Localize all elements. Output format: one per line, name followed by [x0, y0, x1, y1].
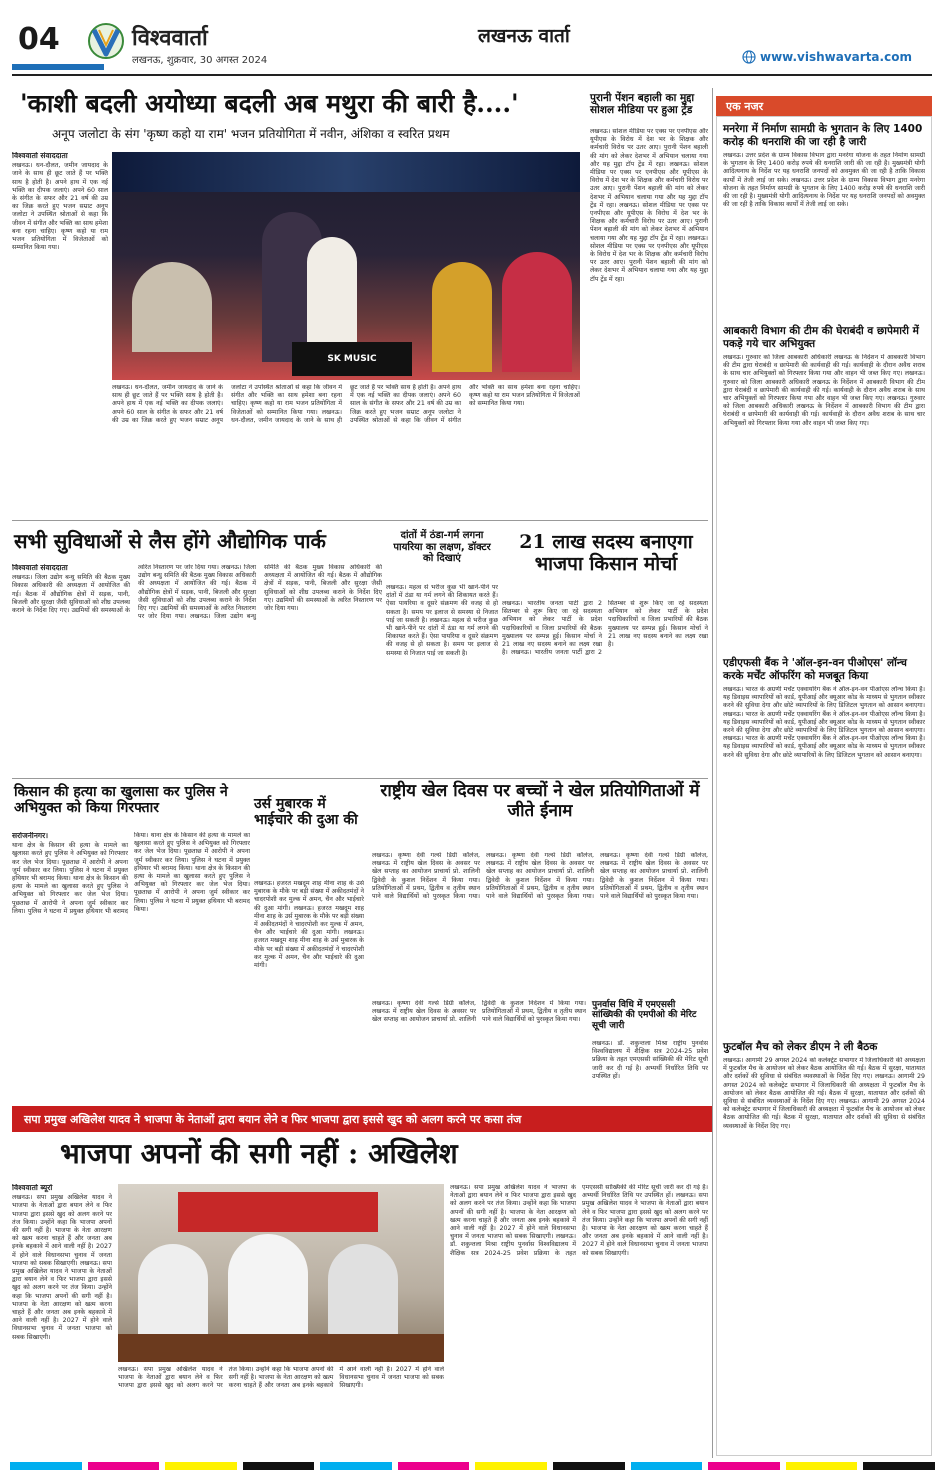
header-rule: [12, 74, 932, 76]
kisan-morcha-headline: 21 लाख सदस्य बनाएगा भाजपा किसान मोर्चा: [519, 531, 693, 575]
column-divider: [712, 88, 713, 1458]
akhilesh-body-right: लखनऊ। सपा प्रमुख अखिलेश यादव ने भाजपा के नेताओं द्वारा बयान लेने व फिर भाजपा द्वारा इससे खुद को अलग करने पर तंज किया। उन्होंने कहा कि भाजपा अपनों की सगी नहीं है। भाजपा के नेता आरक्षण को खत्म करना चाहते हैं और जनता अब इनके बहकावे में आने वाली नहीं है। 2027 में होने वाले विधानसभा चुनाव में जनता भाजपा को सबक सिखाएगी। लखनऊ। डॉ. शकुन्तला मिश्रा राष्ट्रीय पुनर्वास विश्वविद्यालय में शैक्षिक सत्र 2024-25 प्रवेश प्रक्रिया के तहत एमएससी सांख्यिकी की मेरिट सूची जारी कर दी गई है। अभ्यर्थी निर्धारित तिथि पर उपस्थित हों। लखनऊ। सपा प्रमुख अखिलेश यादव ने भाजपा के नेताओं द्वारा बयान लेने व फिर भाजपा द्वारा इससे खुद को अलग करने पर तंज किया। उन्होंने कहा कि भाजपा अपनों की सगी नहीं है। भाजपा के नेता आरक्षण को खत्म करना चाहते हैं और जनता अब इनके बहकावे में आने वाली नहीं है। 2027 में होने वाले विधानसभा चुनाव में जनता भाजपा को सबक सिखाएगी।: [450, 1184, 708, 1257]
akhilesh-photo: [118, 1184, 444, 1362]
murder-case-body: सरोजनीनगर। थाना क्षेत्र के किसान की हत्या के मामले का खुलासा करते हुए पुलिस ने अभियुक्त को गिरफ्तार कर जेल भेज दिया। पूछताछ में आरोपी ने अपना जुर्म स्वीकार कर लिया। पुलिस ने घटना में प्रयुक्त हथियार भी बरामद किया। थाना क्षेत्र के किसान की हत्या के मामले का खुलासा करते हुए पुलिस ने अभियुक्त को गिरफ्तार कर जेल भेज दिया। पूछताछ में आरोपी ने अपना जुर्म स्वीकार कर लिया। पुलिस ने घटना में प्रयुक्त हथियार भी बरामद किया। थाना क्षेत्र के किसान की हत्या के मामले का खुलासा करते हुए पुलिस ने अभियुक्त को गिरफ्तार कर जेल भेज दिया। पूछताछ में आरोपी ने अपना जुर्म स्वीकार कर लिया। पुलिस ने घटना में प्रयुक्त हथियार भी बरामद किया। थाना क्षेत्र के किसान की हत्या के मामले का खुलासा करते हुए पुलिस ने अभियुक्त को गिरफ्तार कर जेल भेज दिया। पूछताछ में आरोपी ने अपना जुर्म स्वीकार कर लिया। पुलिस ने घटना में प्रयुक्त हथियार भी बरामद किया।: [12, 832, 250, 915]
website-link[interactable]: www.vishwavarta.com: [760, 50, 912, 64]
sidebar-item: [723, 1041, 925, 1447]
sidebar-item-headline: फुटबॉल मैच को लेकर डीएम ने ली बैठक: [723, 1041, 878, 1053]
sidebar-item-body: लखनऊ। गुरुवार को जिला आबकारी अधिकारी लखनऊ के निर्देशन में आबकारी विभाग की टीम द्वारा घेराबंदी व छापेमारी की कार्यवाही की गई। कार्यवाही के दौरान अवैध शराब के साथ चार अभियुक्तों को गिरफ्तार किया गया और वाहन भी जब्त किए गए। लखनऊ। गुरुवार को जिला आबकारी अधिकारी लखनऊ के निर्देशन में आबकारी विभाग की टीम द्वारा घेराबंदी व छापेमारी की कार्यवाही की गई। कार्यवाही के दौरान अवैध शराब के साथ चार अभियुक्तों को गिरफ्तार किया गया और वाहन भी जब्त किए गए। लखनऊ। गुरुवार को जिला आबकारी अधिकारी लखनऊ के निर्देशन में आबकारी विभाग की टीम द्वारा घेराबंदी व छापेमारी की कार्यवाही की गई। कार्यवाही के दौरान अवैध शराब के साथ चार अभियुक्तों को गिरफ्तार किया गया और वाहन भी जब्त किए गए।: [723, 354, 925, 427]
lead-body: [12, 152, 108, 510]
sidebar-item-body: लखनऊ। आगामी 29 अगस्त 2024 को कलेक्ट्रेट सभागार में जिलाधिकारी की अध्यक्षता में फुटबॉल मैच के आयोजन को लेकर बैठक आयोजित की गई। बैठक में सुरक्षा, यातायात और दर्शकों की सुविधा से संबंधित व्यवस्थाओं के निर्देश दिए गए। लखनऊ। आगामी 29 अगस्त 2024 को कलेक्ट्रेट सभागार में जिलाधिकारी की अध्यक्षता में फुटबॉल मैच के आयोजन को लेकर बैठक आयोजित की गई। बैठक में सुरक्षा, यातायात और दर्शकों की सुविधा से संबंधित व्यवस्थाओं के निर्देश दिए गए। लखनऊ। आगामी 29 अगस्त 2024 को कलेक्ट्रेट सभागार में जिलाधिकारी की अध्यक्षता में फुटबॉल मैच के आयोजन को लेकर बैठक आयोजित की गई। बैठक में सुरक्षा, यातायात और दर्शकों की सुविधा से संबंधित व्यवस्थाओं के निर्देश दिए गए।: [723, 1057, 925, 1130]
globe-icon: [742, 50, 756, 64]
sidebar-item-headline: मनरेगा में निर्माण सामग्री के भुगतान के लिए 1400 करोड़ की धनराशि की जा रही है जारी: [723, 123, 923, 148]
lead-byline: विश्ववार्ता संवाददाता: [12, 152, 68, 160]
akhilesh-headline: भाजपा अपनों की सगी नहीं : अखिलेश: [60, 1137, 458, 1170]
page-number: 04: [18, 22, 60, 57]
masthead: [0, 0, 945, 80]
print-registration-bar: [10, 1462, 935, 1470]
lead-subhead: अनूप जलोटा के संग 'कृष्ण कहो या राम' भजन प्रतियोगिता में नवीन, अंशिका व स्वरित प्रथम: [52, 127, 450, 141]
sidebar-item-headline: आबकारी विभाग की टीम की घेराबंदी व छापेमारी में पकड़े गये चार अभियुक्त: [723, 325, 919, 350]
divider: [12, 520, 708, 521]
murder-case-headline: किसान की हत्या का खुलासा कर पुलिस ने अभियुक्त को किया गिरफ्तार: [14, 784, 228, 817]
sidebar-item-headline: एडीएफसी बैंक ने 'ऑल-इन-वन पीओएस' लॉन्च करके मर्चेंट ऑफरिंग को मजबूत किया: [723, 657, 907, 682]
pension-headline: पुरानी पेंशन बहाली का मुद्दा सोशल मीडिया पर हुआ ट्रेंड: [590, 92, 695, 117]
lead-photo: [112, 152, 580, 380]
divider: [12, 778, 708, 779]
sports-day-headline: राष्ट्रीय खेल दिवस पर बच्चों ने खेल प्रतियोगिताओं में जीते ईनाम: [380, 781, 700, 821]
sidebar-item-body: लखनऊ। उत्तर प्रदेश के ग्राम्य विकास विभाग द्वारा मनरेगा योजना के तहत निर्माण सामग्री के भुगतान के लिए 1400 करोड़ रुपये की धनराशि जारी की जा रही है। मुख्यमंत्री योगी आदित्यनाथ के निर्देश पर यह धनराशि जनपदों को अवमुक्त की जा रही है ताकि विकास कार्यों में तेजी लाई जा सके। लखनऊ। उत्तर प्रदेश के ग्राम्य विकास विभाग द्वारा मनरेगा योजना के तहत निर्माण सामग्री के भुगतान के लिए 1400 करोड़ रुपये की धनराशि जारी की जा रही है। मुख्यमंत्री योगी आदित्यनाथ के निर्देश पर यह धनराशि जनपदों को अवमुक्त की जा रही है ताकि विकास कार्यों में तेजी लाई जा सके।: [723, 152, 925, 209]
rehab-merit-text: लखनऊ। डॉ. शकुन्तला मिश्रा राष्ट्रीय पुनर्वास विश्वविद्यालय में शैक्षिक सत्र 2024-25 प्रवेश प्रक्रिया के तहत एमएससी सांख्यिकी की मेरिट सूची जारी कर दी गई है। अभ्यर्थी निर्धारित तिथि पर उपस्थित हों।: [592, 1040, 708, 1080]
sidebar-item: [723, 325, 925, 646]
brand-name: विश्ववार्ता: [132, 26, 208, 51]
lead-headline: 'काशी बदली अयोध्या बदली अब मथुरा की बारी है....': [20, 89, 519, 118]
industrial-park-headline: सभी सुविधाओं से लैस होंगे औद्योगिक पार्क: [14, 529, 326, 553]
dental-body: लखनऊ। महत्व से भरीज कुछ भी खाने-पीने पर दांतों में ठंडा या गर्म लगने की शिकायत करते हैं। ऐसा पायरिया व दूसरे संक्रमण की वजह से हो सकता है। समय पर इलाज से समस्या से निजात पाई जा सकती है। लखनऊ। महत्व से भरीज कुछ भी खाने-पीने पर दांतों में ठंडा या गर्म लगने की शिकायत करते हैं। ऐसा पायरिया व दूसरे संक्रमण की वजह से हो सकता है। समय पर इलाज से समस्या से निजात पाई जा सकती है।: [386, 584, 498, 657]
ek-nazar-label: एक नजर: [716, 96, 932, 116]
lead-body-text: लखनऊ। धन-दौलत, जमीन जायदाद के जाने के साथ ही छूट जाते हैं पर भक्ति साथ है होती है। अपने हाथ में एक नई भक्ति का दीपक जलाएं। अपने 60 साल के संगीत के सफर और 21 वर्ष की उम्र का जिक्र करते हुए भजन सम्राट अनूप जलोटा ने उपस्थित श्रोताओं से कहा कि जीवन में संगीत और भक्ति का साथ हमेशा बना रहना चाहिए। कृष्ण कहो या राम भजन प्रतियोगिता में विजेताओं को सम्मानित किया गया।: [12, 162, 108, 252]
sidebar-item: [723, 123, 925, 328]
dental-headline: दांतों में ठंडा-गर्म लगना पायरिया का लक्षण, डॉक्टर को दिखाएं: [393, 530, 491, 564]
rehab-merit-body: लखनऊ। कृष्णा देवी गर्ल्स डिग्री कॉलेज, लखनऊ में राष्ट्रीय खेल दिवस के अवसर पर खेल सप्ताह का आयोजन प्राचार्या प्रो. शालिनी द्विवेदी के कुशल निर्देशन में किया गया। प्रतियोगिताओं में प्रथम, द्वितीय व तृतीय स्थान पाने वाले विद्यार्थियों को पुरस्कृत किया गया।: [372, 1000, 586, 1024]
masthead-accent-bar: [12, 64, 104, 70]
sidebar-item-body: लखनऊ। भारत के अग्रणी मर्चेंट एक्वायरिंग बैंक ने ऑल-इन-वन पीओएस लॉन्च किया है। यह डिवाइस व्यापारियों को कार्ड, यूपीआई और क्यूआर कोड के माध्यम से भुगतान स्वीकार करने की सुविधा देगा और छोटे व्यापारियों के लिए डिजिटल भुगतान को आसान बनाएगा। लखनऊ। भारत के अग्रणी मर्चेंट एक्वायरिंग बैंक ने ऑल-इन-वन पीओएस लॉन्च किया है। यह डिवाइस व्यापारियों को कार्ड, यूपीआई और क्यूआर कोड के माध्यम से भुगतान स्वीकार करने की सुविधा देगा और छोटे व्यापारियों के लिए डिजिटल भुगतान को आसान बनाएगा। लखनऊ। भारत के अग्रणी मर्चेंट एक्वायरिंग बैंक ने ऑल-इन-वन पीओएस लॉन्च किया है। यह डिवाइस व्यापारियों को कार्ड, यूपीआई और क्यूआर कोड के माध्यम से भुगतान स्वीकार करने की सुविधा देगा और छोटे व्यापारियों के लिए डिजिटल भुगतान को आसान बनाएगा।: [723, 686, 925, 759]
urs-headline: उर्स मुबारक में भाईचारे की दुआ की: [254, 796, 358, 829]
kisan-morcha-body: लखनऊ। भारतीय जनता पार्टी द्वारा 2 सितम्बर से शुरू किए जा रहे सदस्यता अभियान को लेकर पार्टी के प्रदेश पदाधिकारियों व जिला प्रभारियों की बैठक मुख्यालय पर सम्पन्न हुई। किसान मोर्चा ने 21 लाख नए सदस्य बनाने का लक्ष्य रखा है। लखनऊ। भारतीय जनता पार्टी द्वारा 2 सितम्बर से शुरू किए जा रहे सदस्यता अभियान को लेकर पार्टी के प्रदेश पदाधिकारियों व जिला प्रभारियों की बैठक मुख्यालय पर सम्पन्न हुई। किसान मोर्चा ने 21 लाख नए सदस्य बनाने का लक्ष्य रखा है।: [502, 600, 708, 657]
vishwavarta-logo-icon: [84, 22, 128, 60]
sidebar: [716, 116, 932, 1456]
sidebar-item: [723, 657, 925, 1016]
akhilesh-body: विश्ववार्ता ब्यूरो लखनऊ। सपा प्रमुख अखिलेश यादव ने भाजपा के नेताओं द्वारा बयान लेने व फिर भाजपा द्वारा इससे खुद को अलग करने पर तंज किया। उन्होंने कहा कि भाजपा अपनों की सगी नहीं है। भाजपा के नेता आरक्षण को खत्म करना चाहते हैं और जनता अब इनके बहकावे में आने वाली नहीं है। 2027 में होने वाले विधानसभा चुनाव में जनता भाजपा को सबक सिखाएगी। लखनऊ। सपा प्रमुख अखिलेश यादव ने भाजपा के नेताओं द्वारा बयान लेने व फिर भाजपा द्वारा इससे खुद को अलग करने पर तंज किया। उन्होंने कहा कि भाजपा अपनों की सगी नहीं है। भाजपा के नेता आरक्षण को खत्म करना चाहते हैं और जनता अब इनके बहकावे में आने वाली नहीं है। 2027 में होने वाले विधानसभा चुनाव में जनता भाजपा को सबक सिखाएगी।: [12, 1184, 112, 1341]
akhilesh-banner: सपा प्रमुख अखिलेश यादव ने भाजपा के नेताओं द्वारा बयान लेने व फिर भाजपा द्वारा इससे खुद को अलग करने पर कसा तंज: [12, 1106, 712, 1132]
akhilesh-body-continued: लखनऊ। सपा प्रमुख अखिलेश यादव ने भाजपा के नेताओं द्वारा बयान लेने व फिर भाजपा द्वारा इससे खुद को अलग करने पर तंज किया। उन्होंने कहा कि भाजपा अपनों की सगी नहीं है। भाजपा के नेता आरक्षण को खत्म करना चाहते हैं और जनता अब इनके बहकावे में आने वाली नहीं है। 2027 में होने वाले विधानसभा चुनाव में जनता भाजपा को सबक सिखाएगी।: [118, 1366, 444, 1390]
lead-body-continued: लखनऊ। धन-दौलत, जमीन जायदाद के जाने के साथ ही छूट जाते हैं पर भक्ति साथ है होती है। अपने हाथ में एक नई भक्ति का दीपक जलाएं। अपने 60 साल के संगीत के सफर और 21 वर्ष की उम्र का जिक्र करते हुए भजन सम्राट अनूप जलोटा ने उपस्थित श्रोताओं से कहा कि जीवन में संगीत और भक्ति का साथ हमेशा बना रहना चाहिए। कृष्ण कहो या राम भजन प्रतियोगिता में विजेताओं को सम्मानित किया गया। लखनऊ। धन-दौलत, जमीन जायदाद के जाने के साथ ही छूट जाते हैं पर भक्ति साथ है होती है। अपने हाथ में एक नई भक्ति का दीपक जलाएं। अपने 60 साल के संगीत के सफर और 21 वर्ष की उम्र का जिक्र करते हुए भजन सम्राट अनूप जलोटा ने उपस्थित श्रोताओं से कहा कि जीवन में संगीत और भक्ति का साथ हमेशा बना रहना चाहिए। कृष्ण कहो या राम भजन प्रतियोगिता में विजेताओं को सम्मानित किया गया।: [112, 384, 580, 424]
industrial-park-body: विश्ववार्ता संवाददाता लखनऊ। जिला उद्योग बन्धु समिति की बैठक मुख्य विकास अधिकारी की अध्यक्षता में आयोजित की गई। बैठक में औद्योगिक क्षेत्रों में सड़क, पानी, बिजली और सुरक्षा जैसी सुविधाओं को शीघ्र उपलब्ध कराने के निर्देश दिए गए। उद्यमियों की समस्याओं के त्वरित निस्तारण पर जोर दिया गया। लखनऊ। जिला उद्योग बन्धु समिति की बैठक मुख्य विकास अधिकारी की अध्यक्षता में आयोजित की गई। बैठक में औद्योगिक क्षेत्रों में सड़क, पानी, बिजली और सुरक्षा जैसी सुविधाओं को शीघ्र उपलब्ध कराने के निर्देश दिए गए। उद्यमियों की समस्याओं के त्वरित निस्तारण पर जोर दिया गया। लखनऊ। जिला उद्योग बन्धु समिति की बैठक मुख्य विकास अधिकारी की अध्यक्षता में आयोजित की गई। बैठक में औद्योगिक क्षेत्रों में सड़क, पानी, बिजली और सुरक्षा जैसी सुविधाओं को शीघ्र उपलब्ध कराने के निर्देश दिए गए। उद्यमियों की समस्याओं के त्वरित निस्तारण पर जोर दिया गया।: [12, 564, 382, 621]
rehab-merit-headline: पुनर्वास विधि में एमएससी सांख्यिकी की एमपीओ की मेरिट सूची जारी: [592, 1000, 697, 1031]
sports-day-body: लखनऊ। कृष्णा देवी गर्ल्स डिग्री कॉलेज, लखनऊ में राष्ट्रीय खेल दिवस के अवसर पर खेल सप्ताह का आयोजन प्राचार्या प्रो. शालिनी द्विवेदी के कुशल निर्देशन में किया गया। प्रतियोगिताओं में प्रथम, द्वितीय व तृतीय स्थान पाने वाले विद्यार्थियों को पुरस्कृत किया गया। लखनऊ। कृष्णा देवी गर्ल्स डिग्री कॉलेज, लखनऊ में राष्ट्रीय खेल दिवस के अवसर पर खेल सप्ताह का आयोजन प्राचार्या प्रो. शालिनी द्विवेदी के कुशल निर्देशन में किया गया। प्रतियोगिताओं में प्रथम, द्वितीय व तृतीय स्थान पाने वाले विद्यार्थियों को पुरस्कृत किया गया। लखनऊ। कृष्णा देवी गर्ल्स डिग्री कॉलेज, लखनऊ में राष्ट्रीय खेल दिवस के अवसर पर खेल सप्ताह का आयोजन प्राचार्या प्रो. शालिनी द्विवेदी के कुशल निर्देशन में किया गया। प्रतियोगिताओं में प्रथम, द्वितीय व तृतीय स्थान पाने वाले विद्यार्थियों को पुरस्कृत किया गया।: [372, 852, 708, 901]
photo-sign: SK MUSIC: [292, 342, 412, 376]
urs-body: लखनऊ। हजरत मखदूम शाह मीना शाह के उर्स मुबारक के मौके पर बड़ी संख्या में अकीदतमंदों ने चादरपोशी कर मुल्क में अमन, चैन और भाईचारे की दुआ मांगी। लखनऊ। हजरत मखदूम शाह मीना शाह के उर्स मुबारक के मौके पर बड़ी संख्या में अकीदतमंदों ने चादरपोशी कर मुल्क में अमन, चैन और भाईचारे की दुआ मांगी। लखनऊ। हजरत मखदूम शाह मीना शाह के उर्स मुबारक के मौके पर बड़ी संख्या में अकीदतमंदों ने चादरपोशी कर मुल्क में अमन, चैन और भाईचारे की दुआ मांगी।: [254, 880, 364, 970]
section-title: लखनऊ वार्ता: [478, 25, 570, 47]
pension-body: लखनऊ। सोशल मीडिया पर एक्स पर एनपीएस और यूपीएस के विरोध में देश भर के शिक्षक और कर्मचारी विरोध पर उतर आए। पुरानी पेंशन बहाली की मांग को लेकर देशभर में अभियान चलाया गया और यह मुद्दा टॉप ट्रेंड में रहा। लखनऊ। सोशल मीडिया पर एक्स पर एनपीएस और यूपीएस के विरोध में देश भर के शिक्षक और कर्मचारी विरोध पर उतर आए। पुरानी पेंशन बहाली की मांग को लेकर देशभर में अभियान चलाया गया और यह मुद्दा टॉप ट्रेंड में रहा। लखनऊ। सोशल मीडिया पर एक्स पर एनपीएस और यूपीएस के विरोध में देश भर के शिक्षक और कर्मचारी विरोध पर उतर आए। पुरानी पेंशन बहाली की मांग को लेकर देशभर में अभियान चलाया गया और यह मुद्दा टॉप ट्रेंड में रहा। लखनऊ। सोशल मीडिया पर एक्स पर एनपीएस और यूपीएस के विरोध में देश भर के शिक्षक और कर्मचारी विरोध पर उतर आए। पुरानी पेंशन बहाली की मांग को लेकर देशभर में अभियान चलाया गया और यह मुद्दा टॉप ट्रेंड में रहा।: [590, 128, 708, 283]
dateline: लखनऊ, शुक्रवार, 30 अगस्त 2024: [132, 55, 268, 66]
